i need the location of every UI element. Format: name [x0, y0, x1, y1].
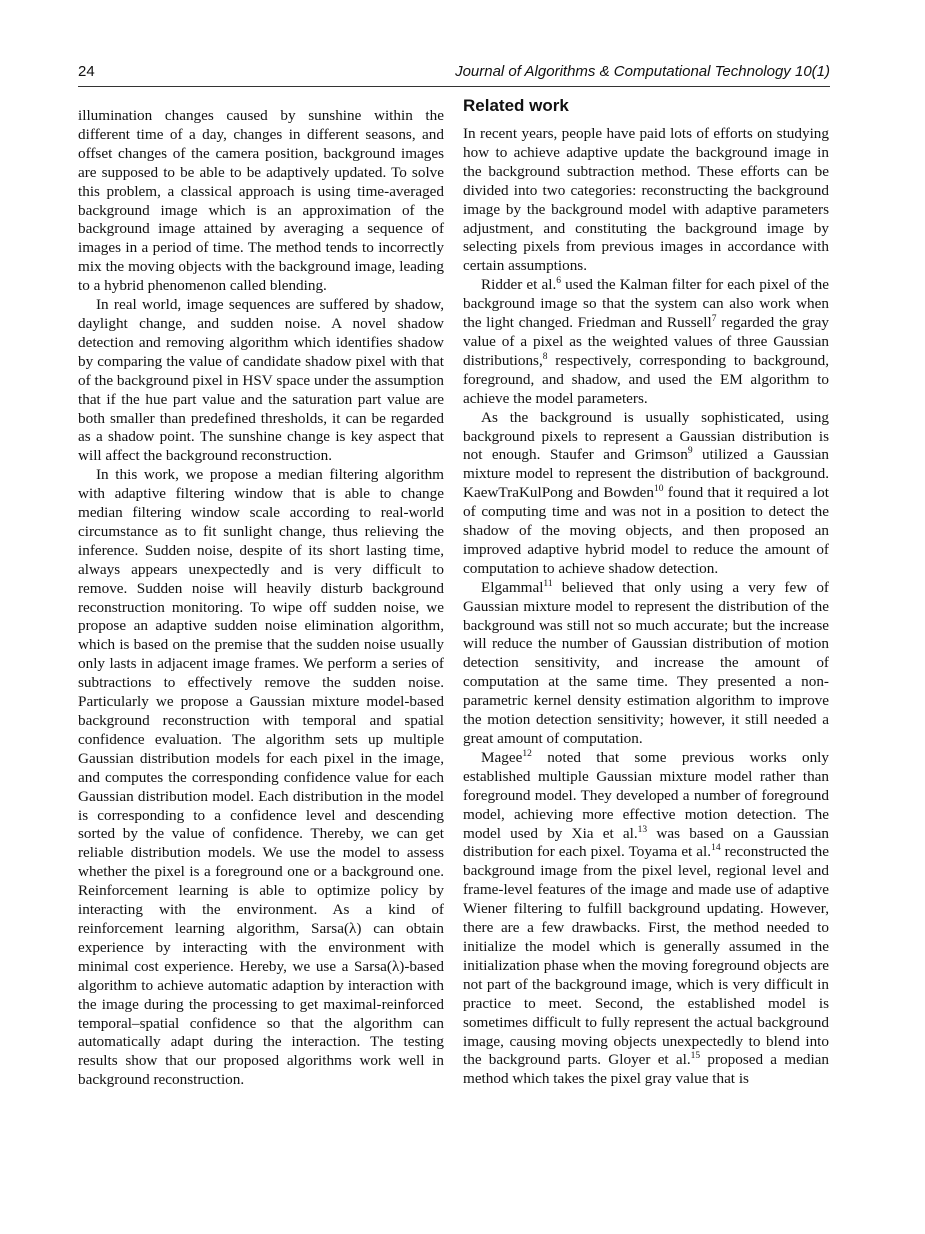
paragraph: [463, 749, 829, 1089]
text-run: As the background is usually sophisticated, using background pixels to represent a Gaussian distribution is not enough. Staufer and Grimson: [463, 408, 829, 464]
citation-ref: 13: [637, 824, 648, 835]
text-run: used the Kalman filter for each pixel of the background image so that the system can also work when the light changed. Friedman and Russell: [463, 276, 829, 332]
page-number: 24: [78, 63, 95, 80]
paragraph: [463, 409, 829, 579]
text-run: respectively, corresponding to background, foreground, and shadow, and used the EM algorithm to achieve the model parameters.: [463, 351, 829, 407]
journal-title: Journal of Algorithms & Computational Technology 10(1): [455, 63, 830, 80]
citation-ref: 12: [522, 748, 532, 759]
text-run: proposed a median method which takes the pixel gray value that is: [463, 1051, 829, 1088]
text-run: believed that only using a very few of Gaussian mixture model to represent the distribution of the background was still not so much accurate; but the increase will reduce the number of Gaussian distribution of motion detection sensitivity, and increase the amount of computation at the same time. They presented a non-parametric kernel density estimation algorithm to improve the motion detection sensitivity; however, it still needed a great amount of computation.: [463, 578, 829, 747]
text-run: found that it required a lot of computing time and was not in a position to detect the shadow of the moving objects, and then proposed an improved adaptive hybrid model to reduce the amount of computation to achieve shadow detection.: [463, 484, 829, 577]
section-heading: Related work: [463, 96, 569, 115]
text-run: Magee: [481, 748, 523, 766]
citation-ref: 14: [711, 843, 721, 854]
citation-ref: 9: [687, 446, 693, 457]
header-rule: [78, 86, 830, 87]
text-run: utilized a Gaussian mixture model to represent the distribution of background. KaewTraKulPong and Bowden: [463, 446, 829, 502]
paragraph: illumination changes caused by sunshine within the different time of a day, changes in different seasons, and offset changes of the camera position, background images are supposed to be able to be adaptively updated. To solve this problem, a classical approach is using time-averaged background image which is an approximation of the background image attained by averaging a sequence of images in a period of time. The method tends to incorrectly mix the moving objects with the background image, leading to a hybrid phenomenon called blending.: [78, 107, 444, 295]
citation-ref: 6: [556, 276, 562, 287]
text-run: reconstructed the background image from the pixel level, regional level and frame-level features of the image and made use of adaptive Wiener filtering to fulfill background updating. However, there are a few drawbacks. First, the method needed to initialize the model which is generally assumed in the initialization phase when the moving foreground objects are not part of the background image, which is very difficult in practice to meet. Second, the established model is sometimes difficult to fully represent the actual background image, causing moving objects unexpectedly to blend into the background parts. Gloyer et al.: [463, 843, 830, 1069]
citation-ref: 10: [654, 484, 664, 495]
paragraph: [463, 276, 829, 408]
citation-ref: 8: [542, 351, 548, 362]
paragraph: [463, 579, 829, 749]
citation-ref: 15: [690, 1051, 701, 1062]
text-run: Ridder et al.: [481, 276, 557, 294]
right-column: [463, 96, 829, 1089]
citation-ref: 11: [543, 578, 553, 589]
citation-ref: 7: [711, 314, 717, 325]
paragraph: In real world, image sequences are suffered by shadow, daylight change, and sudden noise. A novel shadow detection and removing algorithm which identifies shadow by comparing the value of candidate shadow pixel with that of the background pixel in HSV space under the assumption that if the hue part value and the saturation part value are both smaller than predefined thresholds, it can be regarded as a shadow point. The sunshine change is key aspect that will affect the background reconstruction.: [78, 296, 444, 465]
left-column: [78, 107, 444, 1090]
text-run: noted that some previous works only established multiple Gaussian mixture model rather than foreground model. They developed a number of foreground model, achieving more effective motion detection. The model used by Xia et al.: [463, 748, 829, 842]
text-run: Elgammal: [481, 578, 544, 596]
paragraph: In this work, we propose a median filtering algorithm with adaptive filtering window that is able to change median filtering window scale according to real-world circumstance as to fit sunlight change, thus relieving the inference. Sudden noise, despite of its short lasting time, always appears unexpectedly and is very difficult to remove. Sudden noise will heavily disturb background reconstruction monitoring. To wipe off sudden noise, we propose an adaptive sudden noise elimination algorithm, which is based on the premise that the sudden noise usually only lasts in adjacent image frames. We perform a series of subtractions to effectively remove the sudden noise. Particularly we propose a Gaussian mixture model-based background reconstruction with temporal and spatial confidence evaluation. The algorithm sets up multiple Gaussian distribution models for each pixel in the image, and computes the corresponding confidence value for each Gaussian distribution model. Each distribution in the model is corresponding to a confidence level and descending sorted by the value of confidence. Thereby, we can get reliable distribution models. We use the model to assess whether the pixel is a foreground one or a background one. Reinforcement learning is able to optimize policy by interacting with the environment. As a kind of reinforcement learning algorithm, Sarsa(λ) can obtain experience by interacting with the environment with minimal cost experience. Hereby, we use a Sarsa(λ)-based algorithm to achieve automatic adaption by interaction with the image during the processing to get maximal-reinforced temporal–spatial confidence so that the algorithm can automatically adapt during the interaction. The testing results show that our proposed algorithms work well in background reconstruction.: [78, 466, 444, 1089]
paragraph: In recent years, people have paid lots of efforts on studying how to achieve adaptive update the background image in the background subtraction method. These efforts can be divided into two categories: reconstructing the background image by the background model with adaptive parameters adjustment, and constituting the background image by selecting pixels from previous images in accordance with certain assumptions.: [463, 125, 829, 275]
text-run: was based on a Gaussian distribution for each pixel. Toyama et al.: [463, 824, 830, 861]
text-run: regarded the gray value of a pixel as the weighted values of three Gaussian distributions,: [463, 314, 829, 369]
